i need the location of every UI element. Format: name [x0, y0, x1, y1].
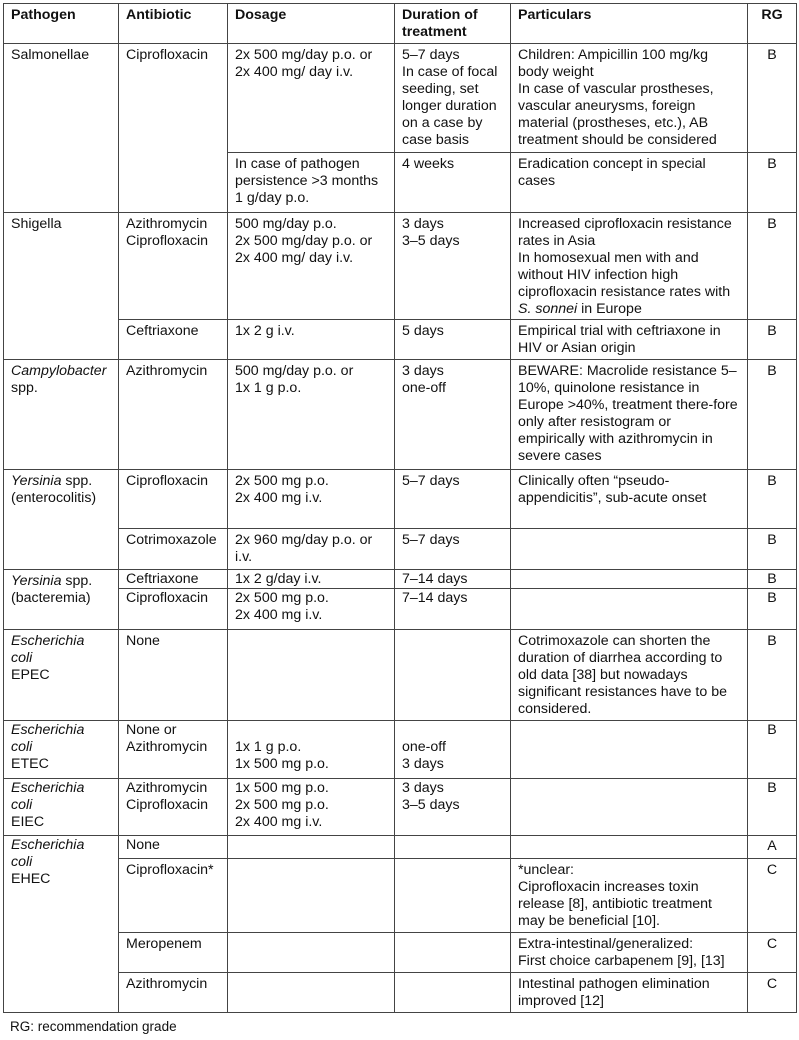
duration-cell	[394, 835, 511, 859]
rg-cell: B	[747, 43, 797, 153]
dosage-cell	[227, 835, 395, 859]
pathogen-ecoli-etec	[3, 720, 119, 779]
rg-cell: A	[747, 835, 797, 859]
duration-cell: 4 weeks	[394, 152, 511, 213]
pathogen-rest: EHEC	[11, 871, 51, 887]
pathogen-ecoli-epec	[3, 629, 119, 721]
antibiotic-cell: None or Azithromycin	[118, 720, 228, 779]
rg-cell: C	[747, 932, 797, 973]
particulars-cell: Cotrimoxazole can shorten the duration of diarrhea according to old data [38] but nowadays significant resistances have to be considered.	[510, 629, 748, 721]
duration-cell: 7–14 days	[394, 569, 511, 589]
pathogen-salmonellae: Salmonellae	[3, 43, 119, 213]
pathogen-genus: Escherichia coli	[11, 633, 85, 666]
antibiotic-cell: Ciprofloxacin	[118, 43, 228, 213]
particulars-cell	[510, 212, 748, 320]
rg-cell: B	[747, 469, 797, 529]
dosage-cell: 500 mg/day p.o. or 1x 1 g p.o.	[227, 359, 395, 470]
dosage-cell: 2x 500 mg/day p.o. or 2x 400 mg/ day i.v.	[227, 43, 395, 153]
duration-cell: 3 days 3–5 days	[394, 778, 511, 836]
rg-cell: C	[747, 972, 797, 1013]
antibiotic-cell: Azithromycin Ciprofloxacin	[118, 212, 228, 320]
antibiotic-cell: Meropenem	[118, 932, 228, 973]
rg-cell: C	[747, 858, 797, 933]
particulars-cell: Eradication concept in special cases	[510, 152, 748, 213]
dosage-cell: 500 mg/day p.o. 2x 500 mg/day p.o. or 2x 400 mg/ day i.v.	[227, 212, 395, 320]
rg-cell: B	[747, 359, 797, 470]
particulars-cell: Intestinal pathogen elimination improved [12]	[510, 972, 748, 1013]
particulars-cell: Extra-intestinal/generalized: First choice carbapenem [9], [13]	[510, 932, 748, 973]
pathogen-rest: spp. (enterocolitis)	[11, 473, 97, 506]
duration-cell	[394, 629, 511, 721]
particulars-cell	[510, 720, 748, 779]
pathogen-yersinia-enterocolitis	[3, 469, 119, 570]
particulars-cell: BEWARE: Macrolide resistance 5–10%, quinolone resistance in Europe >40%, treatment there-fore only after resistogram or empirically with azithromycin in severe cases	[510, 359, 748, 470]
dosage-cell	[227, 858, 395, 933]
pathogen-genus: Yersinia	[11, 573, 62, 589]
header-dosage: Dosage	[227, 3, 395, 44]
particulars-cell	[510, 528, 748, 570]
duration-cell: 7–14 days	[394, 588, 511, 630]
antibiotic-cell: Azithromycin Ciprofloxacin	[118, 778, 228, 836]
dosage-cell	[227, 629, 395, 721]
dosage-cell	[227, 972, 395, 1013]
duration-cell: 5 days	[394, 319, 511, 360]
particulars-text: Increased ciprofloxacin resistance rates in Asia In homosexual men with and without HIV infection high ciprofloxacin resistance rates with	[518, 216, 732, 300]
antibiotic-cell: Cotrimoxazole	[118, 528, 228, 570]
pathogen-genus: Escherichia coli	[11, 837, 85, 870]
antibiotic-cell: Ceftriaxone	[118, 319, 228, 360]
species-name: S. sonnei	[518, 301, 578, 317]
pathogen-rest: ETEC	[11, 756, 49, 772]
particulars-text: in Europe	[577, 301, 642, 317]
rg-cell: B	[747, 569, 797, 589]
pathogen-rest: EPEC	[11, 667, 50, 683]
antibiotic-cell: Azithromycin	[118, 972, 228, 1013]
antibiotic-cell: Azithromycin	[118, 359, 228, 470]
particulars-cell: Empirical trial with ceftriaxone in HIV or Asian origin	[510, 319, 748, 360]
dosage-cell: 2x 500 mg p.o. 2x 400 mg i.v.	[227, 588, 395, 630]
pathogen-ecoli-ehec	[3, 835, 119, 1013]
dosage-cell: 1x 1 g p.o. 1x 500 mg p.o.	[227, 720, 395, 779]
dosage-cell: 1x 2 g i.v.	[227, 319, 395, 360]
particulars-cell: Clinically often “pseudo-appendicitis”, sub-acute onset	[510, 469, 748, 529]
rg-cell: B	[747, 629, 797, 721]
header-pathogen: Pathogen	[3, 3, 119, 44]
dosage-cell	[227, 932, 395, 973]
duration-cell: one-off 3 days	[394, 720, 511, 779]
pathogen-genus: Campylobacter	[11, 363, 107, 379]
duration-cell: 5–7 days	[394, 469, 511, 529]
pathogen-yersinia-bacteremia	[3, 569, 119, 630]
duration-cell	[394, 858, 511, 933]
rg-cell: B	[747, 720, 797, 779]
rg-cell: B	[747, 152, 797, 213]
particulars-cell: Children: Ampicillin 100 mg/kg body weight In case of vascular prostheses, vascular aneurysms, foreign material (prostheses, etc.), AB treatment should be considered	[510, 43, 748, 153]
dosage-cell: 1x 2 g/day i.v.	[227, 569, 395, 589]
pathogen-genus: Yersinia	[11, 473, 62, 489]
rg-cell: B	[747, 212, 797, 320]
antibiotic-cell: Ceftriaxone	[118, 569, 228, 589]
dosage-cell: In case of pathogen persistence >3 months 1 g/day p.o.	[227, 152, 395, 213]
rg-cell: B	[747, 778, 797, 836]
rg-cell: B	[747, 528, 797, 570]
dosage-cell: 2x 960 mg/day p.o. or i.v.	[227, 528, 395, 570]
dosage-cell: 2x 500 mg p.o. 2x 400 mg i.v.	[227, 469, 395, 529]
particulars-cell	[510, 569, 748, 589]
pathogen-genus: Escherichia coli	[11, 722, 85, 755]
duration-cell: 3 days one-off	[394, 359, 511, 470]
header-rg: RG	[747, 3, 797, 44]
antibiotic-cell: None	[118, 835, 228, 859]
antibiotic-cell: Ciprofloxacin	[118, 588, 228, 630]
pathogen-rest: EIEC	[11, 814, 45, 830]
table-footnote: RG: recommendation grade	[10, 1019, 177, 1034]
header-particulars: Particulars	[510, 3, 748, 44]
duration-cell: 5–7 days In case of focal seeding, set longer duration on a case by case basis	[394, 43, 511, 153]
pathogen-rest: spp.	[11, 380, 38, 396]
particulars-cell	[510, 778, 748, 836]
antibiotic-cell: Ciprofloxacin	[118, 469, 228, 529]
antibiotic-table	[4, 4, 797, 1013]
pathogen-campylobacter	[3, 359, 119, 470]
rg-cell: B	[747, 588, 797, 630]
pathogen-genus: Escherichia coli	[11, 780, 85, 813]
pathogen-ecoli-eiec	[3, 778, 119, 836]
duration-cell: 3 days 3–5 days	[394, 212, 511, 320]
particulars-cell	[510, 835, 748, 859]
duration-cell: 5–7 days	[394, 528, 511, 570]
duration-cell	[394, 972, 511, 1013]
antibiotic-cell: Ciprofloxacin*	[118, 858, 228, 933]
duration-cell	[394, 932, 511, 973]
rg-cell: B	[747, 319, 797, 360]
header-antibiotic: Antibiotic	[118, 3, 228, 44]
header-duration: Duration of treatment	[394, 3, 511, 44]
pathogen-shigella: Shigella	[3, 212, 119, 360]
dosage-cell: 1x 500 mg p.o. 2x 500 mg p.o. 2x 400 mg i.v.	[227, 778, 395, 836]
particulars-cell	[510, 588, 748, 630]
particulars-cell: *unclear: Ciprofloxacin increases toxin release [8], antibiotic treatment may be beneficial [10].	[510, 858, 748, 933]
pathogen-rest: spp. (bacteremia)	[11, 573, 93, 606]
antibiotic-cell: None	[118, 629, 228, 721]
